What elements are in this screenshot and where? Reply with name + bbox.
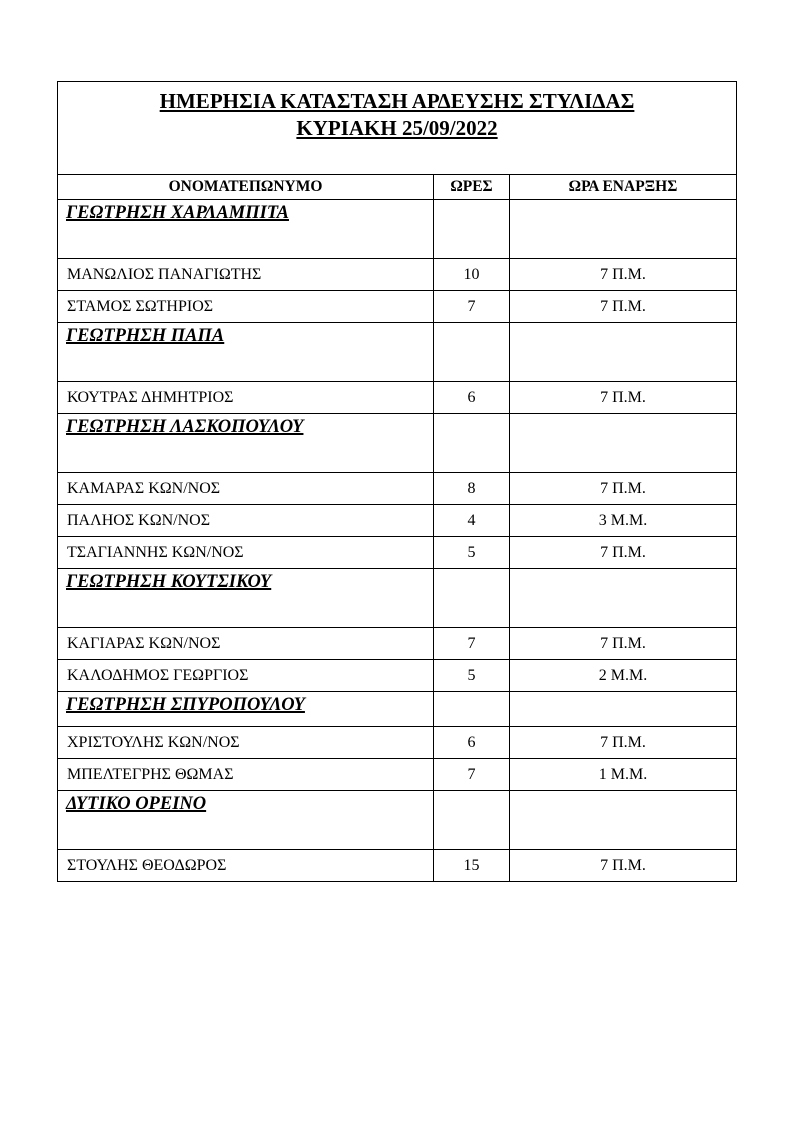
group-start-empty (510, 323, 737, 382)
group-hours-empty (434, 791, 510, 850)
group-start-empty (510, 791, 737, 850)
group-row (58, 323, 737, 382)
group-name: ΓΕΩΤΡΗΣΗ ΠΑΠΑ (58, 323, 434, 382)
start-time-value: 2 Μ.Μ. (510, 660, 737, 692)
hours-value: 6 (434, 382, 510, 414)
person-name: ΤΣΑΓΙΑΝΝΗΣ ΚΩΝ/ΝΟΣ (58, 537, 434, 569)
irrigation-schedule-table (57, 81, 737, 882)
person-name: ΚΑΓΙΑΡΑΣ ΚΩΝ/ΝΟΣ (58, 628, 434, 660)
header-name: ΟΝΟΜΑΤΕΠΩΝΥΜΟ (58, 175, 434, 200)
start-time-value: 7 Π.Μ. (510, 382, 737, 414)
person-name: ΣΤΑΜΟΣ ΣΩΤΗΡΙΟΣ (58, 291, 434, 323)
table-row (58, 628, 737, 660)
group-name: ΓΕΩΤΡΗΣΗ ΚΟΥΤΣΙΚΟΥ (58, 569, 434, 628)
hours-value: 4 (434, 505, 510, 537)
hours-value: 5 (434, 537, 510, 569)
group-row (58, 200, 737, 259)
group-start-empty (510, 200, 737, 259)
group-start-empty (510, 414, 737, 473)
table-row (58, 382, 737, 414)
start-time-value: 7 Π.Μ. (510, 291, 737, 323)
table-row (58, 473, 737, 505)
start-time-value: 7 Π.Μ. (510, 850, 737, 882)
person-name: ΜΠΕΛΤΕΓΡΗΣ ΘΩΜΑΣ (58, 759, 434, 791)
group-hours-empty (434, 414, 510, 473)
table-row (58, 505, 737, 537)
hours-value: 7 (434, 759, 510, 791)
table-row (58, 259, 737, 291)
start-time-value: 7 Π.Μ. (510, 259, 737, 291)
table-row (58, 759, 737, 791)
group-name: ΔΥΤΙΚΟ ΟΡΕΙΝΟ (58, 791, 434, 850)
hours-value: 8 (434, 473, 510, 505)
start-time-value: 7 Π.Μ. (510, 473, 737, 505)
group-hours-empty (434, 200, 510, 259)
person-name: ΠΑΛΗΟΣ ΚΩΝ/ΝΟΣ (58, 505, 434, 537)
hours-value: 15 (434, 850, 510, 882)
person-name: ΜΑΝΩΛΙΟΣ ΠΑΝΑΓΙΩΤΗΣ (58, 259, 434, 291)
title-row (58, 82, 737, 175)
group-name: ΓΕΩΤΡΗΣΗ ΣΠΥΡΟΠΟΥΛΟΥ (58, 692, 434, 727)
title-cell (58, 82, 737, 175)
person-name: ΚΑΛΟΔΗΜΟΣ ΓΕΩΡΓΙΟΣ (58, 660, 434, 692)
group-row (58, 569, 737, 628)
group-hours-empty (434, 569, 510, 628)
start-time-value: 3 Μ.Μ. (510, 505, 737, 537)
group-hours-empty (434, 692, 510, 727)
group-name: ΓΕΩΤΡΗΣΗ ΧΑΡΛΑΜΠΙΤΑ (58, 200, 434, 259)
group-hours-empty (434, 323, 510, 382)
hours-value: 7 (434, 291, 510, 323)
header-row (58, 175, 737, 200)
group-name: ΓΕΩΤΡΗΣΗ ΛΑΣΚΟΠΟΥΛΟΥ (58, 414, 434, 473)
document-title: ΗΜΕΡΗΣΙΑ ΚΑΤΑΣΤΑΣΗ ΑΡΔΕΥΣΗΣ ΣΤΥΛΙΔΑΣ (159, 89, 635, 113)
start-time-value: 7 Π.Μ. (510, 727, 737, 759)
table-row (58, 727, 737, 759)
group-row (58, 692, 737, 727)
group-row (58, 414, 737, 473)
start-time-value: 7 Π.Μ. (510, 628, 737, 660)
person-name: ΚΑΜΑΡΑΣ ΚΩΝ/ΝΟΣ (58, 473, 434, 505)
group-start-empty (510, 692, 737, 727)
hours-value: 6 (434, 727, 510, 759)
hours-value: 5 (434, 660, 510, 692)
header-hours: ΩΡΕΣ (434, 175, 510, 200)
person-name: ΣΤΟΥΛΗΣ ΘΕΟΔΩΡΟΣ (58, 850, 434, 882)
table-row (58, 660, 737, 692)
document-date: ΚΥΡΙΑΚΗ 25/09/2022 (296, 116, 498, 140)
header-start-time: ΩΡΑ ΕΝΑΡΞΗΣ (510, 175, 737, 200)
table-row (58, 850, 737, 882)
start-time-value: 1 Μ.Μ. (510, 759, 737, 791)
hours-value: 10 (434, 259, 510, 291)
hours-value: 7 (434, 628, 510, 660)
group-row (58, 791, 737, 850)
group-start-empty (510, 569, 737, 628)
person-name: ΧΡΙΣΤΟΥΛΗΣ ΚΩΝ/ΝΟΣ (58, 727, 434, 759)
table-row (58, 291, 737, 323)
table-row (58, 537, 737, 569)
start-time-value: 7 Π.Μ. (510, 537, 737, 569)
person-name: ΚΟΥΤΡΑΣ ΔΗΜΗΤΡΙΟΣ (58, 382, 434, 414)
